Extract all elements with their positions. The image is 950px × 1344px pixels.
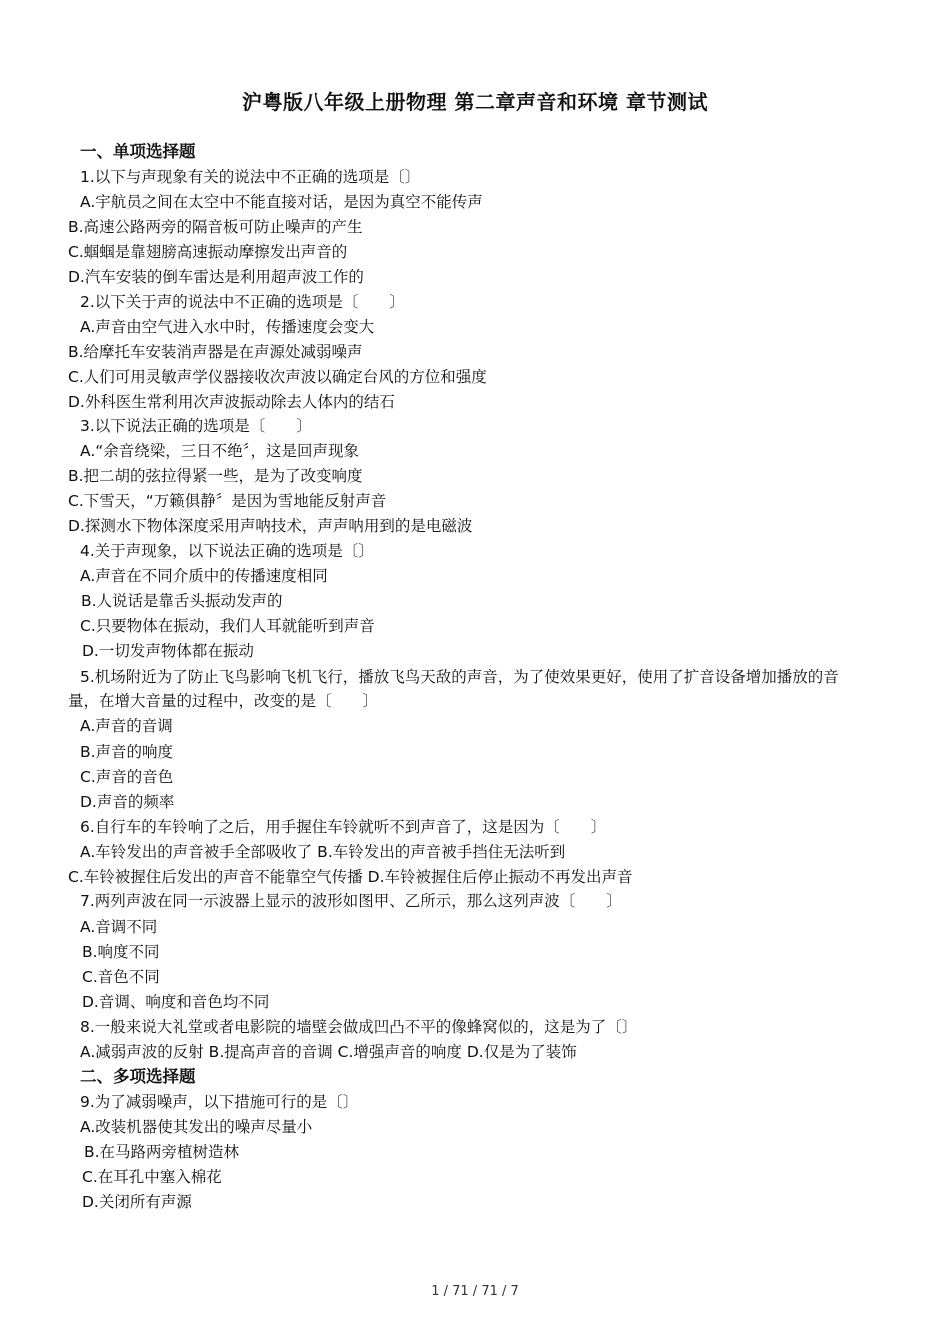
option-text: B.响度不同 (82, 943, 160, 961)
option-text: C.下雪天，“万籁俱静〞是因为雪地能反射声音 (68, 492, 387, 510)
option-text: D.探测水下物体深度采用声呐技术，声声呐用到的是电磁波 (68, 517, 473, 535)
question-text: 8.一般来说大礼堂或者电影院的墙壁会做成凹凸不平的像蜂窝似的，这是为了〔〕 (80, 1018, 638, 1036)
question-text: 6.自行车的车铃响了之后，用手握住车铃就听不到声音了，这是因为〔 〕 (80, 818, 607, 836)
question-text: 3.以下说法正确的选项是〔 〕 (80, 417, 312, 435)
option-text: A.宇航员之间在太空中不能直接对话，是因为真空不能传声 (80, 193, 483, 211)
question-text: 1.以下与声现象有关的说法中不正确的选项是〔〕 (80, 168, 421, 186)
page-number: 1 / 71 / 71 / 7 (431, 1284, 519, 1299)
section-heading: 二、多项选择题 (80, 1067, 196, 1086)
option-text: A.“余音绕梁，三日不绝〞，这是回声现象 (80, 442, 360, 460)
option-text: C.人们可用灵敏声学仪器接收次声波以确定台风的方位和强度 (68, 368, 487, 386)
section-heading: 一、单项选择题 (80, 142, 196, 161)
option-text: C.只要物体在振动，我们人耳就能听到声音 (80, 617, 375, 635)
option-text: C.车铃被握住后发出的声音不能靠空气传播 D.车铃被握住后停止振动不再发出声音 (68, 868, 633, 886)
option-text: A.车铃发出的声音被手全部吸收了 B.车铃发出的声音被手挡住无法听到 (80, 843, 566, 861)
option-text: A.减弱声波的反射 B.提高声音的音调 C.增强声音的响度 D.仅是为了装饰 (80, 1043, 577, 1061)
option-text: B.在马路两旁植树造林 (84, 1143, 240, 1161)
question-text: 4.关于声现象，以下说法正确的选项是〔〕 (80, 542, 374, 560)
option-text: B.声音的响度 (80, 743, 174, 761)
option-text: B.高速公路两旁的隔音板可防止噪声的产生 (68, 218, 363, 236)
option-text: B.把二胡的弦拉得紧一些，是为了改变响度 (68, 467, 363, 485)
question-text: 量，在增大音量的过程中，改变的是〔 〕 (68, 692, 379, 710)
option-text: D.关闭所有声源 (82, 1193, 192, 1211)
option-text: B.给摩托车安装消声器是在声源处减弱噪声 (68, 343, 363, 361)
option-text: C.在耳孔中塞入棉花 (82, 1168, 222, 1186)
question-text: 2.以下关于声的说法中不正确的选项是〔 〕 (80, 293, 405, 311)
option-text: B.人说话是靠舌头振动发声的 (81, 592, 283, 610)
option-text: D.声音的频率 (80, 793, 175, 811)
question-text: 9.为了减弱噪声，以下措施可行的是〔〕 (80, 1093, 359, 1111)
option-text: D.一切发声物体都在振动 (82, 642, 254, 660)
option-text: D.外科医生常利用次声波振动除去人体内的结石 (68, 393, 395, 411)
option-text: A.音调不同 (80, 918, 158, 936)
question-text: 5.机场附近为了防止飞鸟影响飞机飞行，播放飞鸟天敌的声音，为了使效果更好，使用了扩音设备增加播放的音 (80, 668, 839, 686)
option-text: A.声音的音调 (80, 717, 173, 735)
option-text: D.音调、响度和音色均不同 (82, 993, 270, 1011)
option-text: C.蝈蝈是靠翅膀高速振动摩擦发出声音的 (68, 243, 348, 261)
option-text: D.汽车安装的倒车雷达是利用超声波工作的 (68, 268, 364, 286)
option-text: A.声音由空气进入水中时，传播速度会变大 (80, 318, 375, 336)
question-text: 7.两列声波在同一示波器上显示的波形如图甲、乙所示，那么这列声波〔 〕 (80, 892, 622, 910)
page-title: 沪粤版八年级上册物理 第二章声音和环境 章节测试 (242, 90, 708, 114)
option-text: C.声音的音色 (80, 768, 174, 786)
option-text: A.改装机器使其发出的噪声尽量小 (80, 1118, 313, 1136)
option-text: A.声音在不同介质中的传播速度相同 (80, 567, 328, 585)
option-text: C.音色不同 (82, 968, 160, 986)
